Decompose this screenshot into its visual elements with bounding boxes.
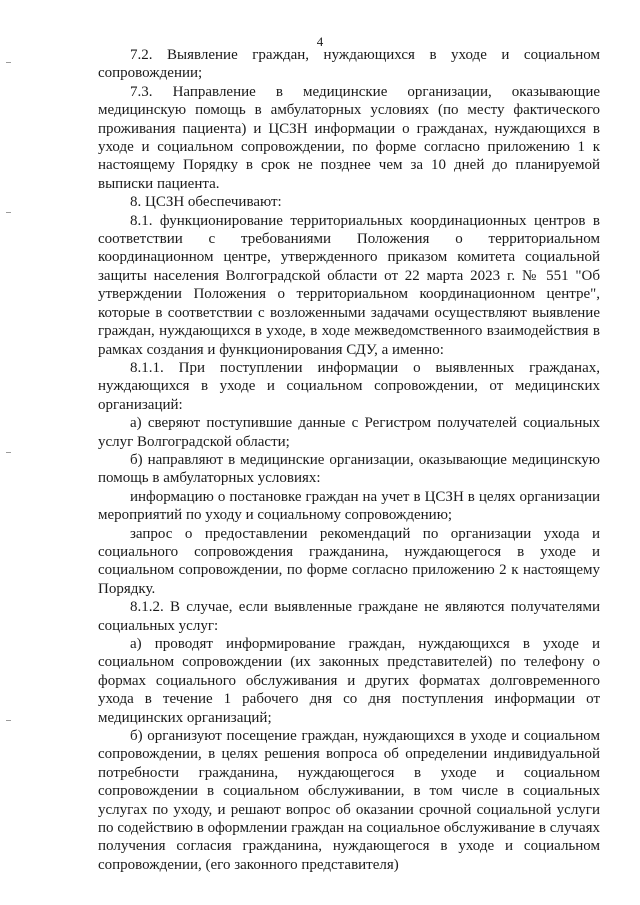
- scan-edge-mark: [6, 720, 11, 721]
- scan-edge-mark: [6, 452, 11, 453]
- paragraph-8-1-1: 8.1.1. При поступлении информации о выявленных гражданах, нуждающихся в уходе и социальном сопровождении, от медицинских организаций:: [98, 359, 600, 413]
- paragraph-8-1-2-a: а) проводят информирование граждан, нуждающихся в уходе и социальном сопровождении (их законных представителей) по телефону о формах социального обслуживания и других форматах долговременного ухода в течение 1 рабочего дня со дня поступления информации от медицинских организаций;: [98, 636, 600, 726]
- page-number: 4: [316, 34, 324, 49]
- paragraph-8-1-1-b: б) направляют в медицинские организации, оказывающие медицинскую помощь в амбулаторных условиях:: [98, 451, 600, 487]
- document-body: [98, 46, 600, 874]
- paragraph-8-1: 8.1. функционирование территориальных координационных центров в соответствии с требованиями Положения о территориальном координационном центре, утвержденного приказом комитета социальной защиты населения Волгоградской области от 22 марта 2023 г. № 551 "Об утверждении Положения о территориальном координационном центре", которые в соответствии с возложенными задачами осуществляют выявление граждан, нуждающихся в уходе, в ходе межведомственного взаимодействия в рамках создания и функционирования СДУ, а именно:: [98, 212, 600, 358]
- paragraph-8-1-2: 8.1.2. В случае, если выявленные граждане не являются получателями социальных услуг:: [98, 599, 600, 634]
- paragraph-7-2: 7.2. Выявление граждан, нуждающихся в уходе и социальном сопровождении;: [98, 47, 600, 82]
- scan-edge-mark: [6, 62, 11, 63]
- paragraph-8-1-2-b: б) организуют посещение граждан, нуждающихся в уходе и социальном сопровождении, в целях решения вопроса об определении индивидуальной потребности гражданина, нуждающегося в уходе и социальном сопровождении в социальном обслуживании, в том числе в социальных услугах по уходу, и решают вопрос об оказании срочной социальной услуги по содействию в оформлении граждан на социальное обслуживание в случаях получения согласия гражданина, нуждающегося в уходе и социальном сопровождении, (его законного представителя): [98, 728, 600, 873]
- scan-edge-mark: [6, 212, 11, 213]
- paragraph-request-recommendations: запрос о предоставлении рекомендаций по организации ухода и социального сопровождения гражданина, нуждающегося в уходе и социальном сопровождении, по форме согласно приложению 2 к настоящему Порядку.: [98, 525, 600, 597]
- paragraph-7-3: 7.3. Направление в медицинские организации, оказывающие медицинскую помощь в амбулаторных условиях (по месту фактического проживания пациента) и ЦСЗН информации о гражданах, нуждающихся в уходе и социальном сопровождении, по форме согласно приложению 1 к настоящему Порядку в срок не позднее чем за 10 дней до планируемой выписки пациента.: [98, 83, 600, 192]
- paragraph-info-registration: информацию о постановке граждан на учет в ЦСЗН в целях организации мероприятий по уходу и социальному сопровождению;: [98, 488, 600, 524]
- paragraph-8-1-1-a: а) сверяют поступившие данные с Регистром получателей социальных услуг Волгоградской области;: [98, 415, 600, 450]
- paragraph-8-heading: 8. ЦСЗН обеспечивают:: [130, 194, 282, 211]
